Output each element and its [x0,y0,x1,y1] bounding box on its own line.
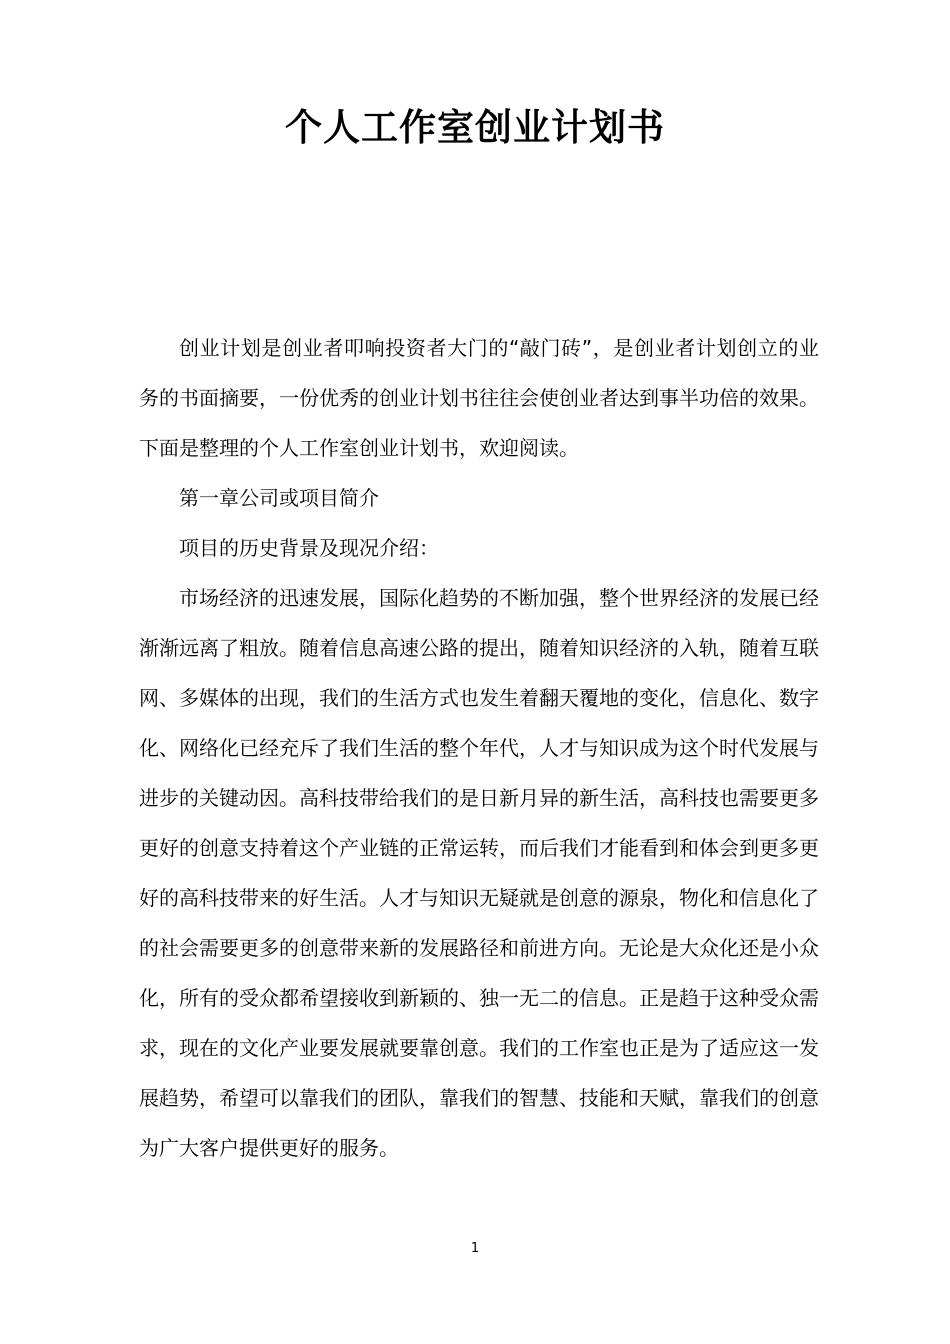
document-title: 个人工作室创业计划书 [285,106,665,149]
page-number: 1 [470,1241,480,1256]
document-body [139,323,819,1173]
section-heading: 项目的历史背景及现况介绍： [179,536,439,560]
body-paragraph: 市场经济的迅速发展，国际化趋势的不断加强，整个世界经济的发展已经渐渐远离了粗放。随着信息高速公路的提出，随着知识经济的入轨，随着互联网、多媒体的出现，我们的生活方式也发生着翻天覆地的变化，信息化、数字化、网络化已经充斥了我们生活的整个年代，人才与知识成为这个时代发展与进步的关键动因。高科技带给我们的是日新月异的新生活，高科技也需要更多更好的创意支持着这个产业链的正常运转，而后我们才能看到和体会到更多更好的高科技带来的好生活。人才与知识无疑就是创意的源泉，物化和信息化了的社会需要更多的创意带来新的发展路径和前进方向。无论是大众化还是小众化，所有的受众都希望接收到新颖的、独一无二的信息。正是趋于这种受众需求，现在的文化产业要发展就要靠创意。我们的工作室也正是为了适应这一发展趋势，希望可以靠我们的团队，靠我们的智慧、技能和天赋，靠我们的创意为广大客户提供更好的服务。 [139,586,819,1160]
intro-paragraph: 创业计划是创业者叩响投资者大门的“敲门砖”，是创业者计划创立的业务的书面摘要，一份优秀的创业计划书往往会使创业者达到事半功倍的效果。下面是整理的个人工作室创业计划书，欢迎阅读。 [139,336,819,460]
chapter-heading: 第一章公司或项目简介 [179,486,379,510]
